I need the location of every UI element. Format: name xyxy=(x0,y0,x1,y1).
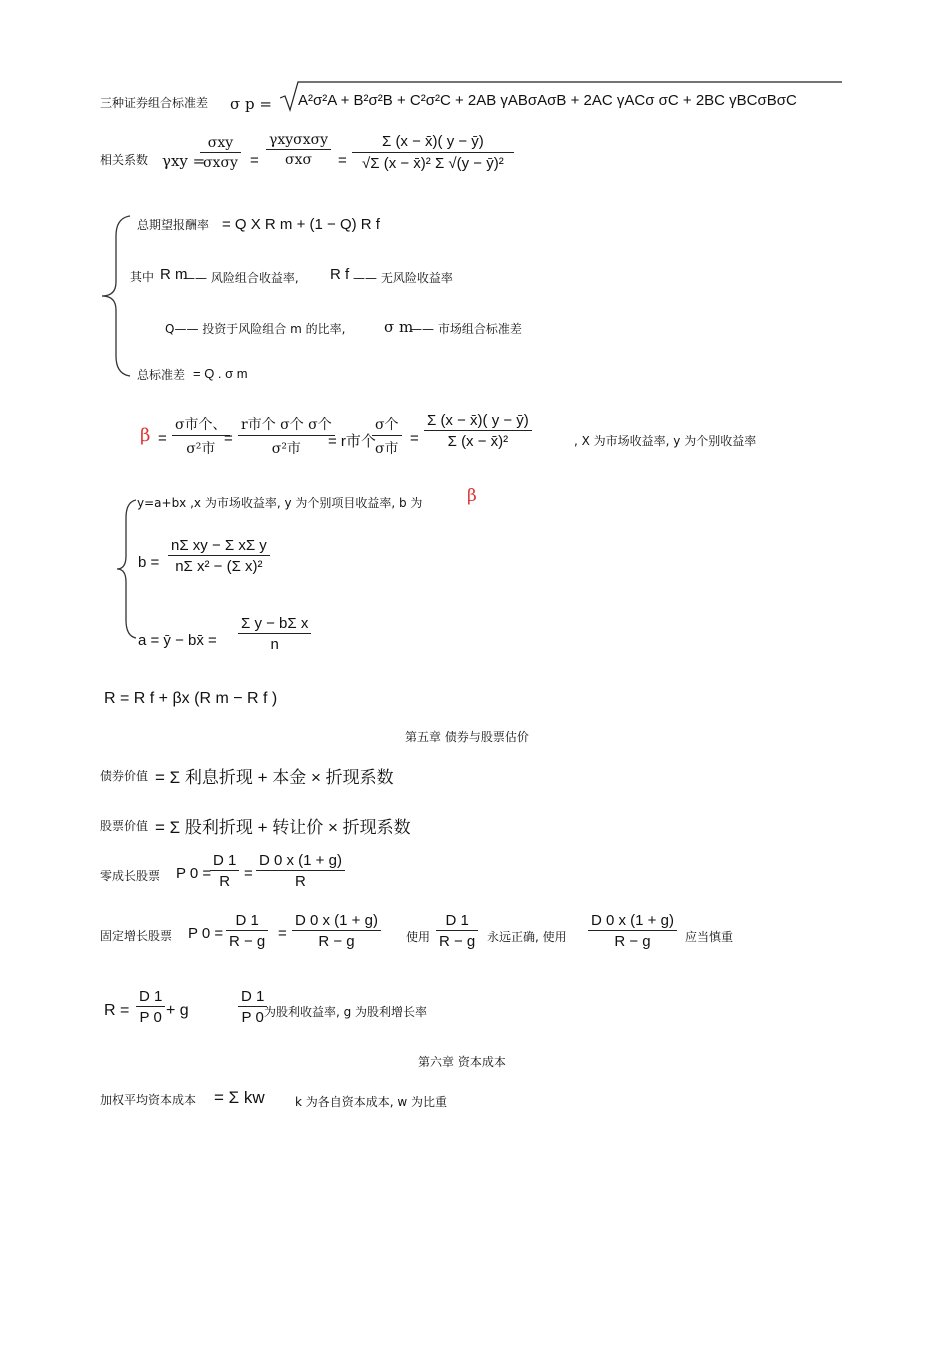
corr-f3-num: Σ (x − x̄)( y − ȳ) xyxy=(382,133,484,150)
zero-f1-num: D 1 xyxy=(213,852,237,869)
r-note-den: P 0 xyxy=(238,1006,267,1026)
wacc-label: 加权平均资本成本 xyxy=(100,1093,197,1107)
b-num: nΣ xy − Σ xΣ y xyxy=(171,537,267,554)
wacc-formula: = Σ kw xyxy=(214,1088,265,1107)
r-frac xyxy=(136,988,165,1026)
wacc-note: k 为各自资本成本, w 为比重 xyxy=(295,1095,448,1109)
corr-f2-num: γxyσxσy xyxy=(269,132,329,148)
growth-frac-2 xyxy=(292,912,381,950)
sd3-lhs: σ p = xyxy=(230,95,272,113)
eq-sign: = xyxy=(224,430,233,447)
r-note-num: D 1 xyxy=(241,988,265,1005)
stock-formula: = Σ 股利折现 + 转让价 × 折现系数 xyxy=(155,818,411,837)
eq-sign: = xyxy=(244,865,253,882)
a-lhs: a = ȳ − bx̄ = xyxy=(138,632,217,649)
eq-sign: = xyxy=(338,152,347,169)
sm-symbol: σ m xyxy=(384,318,414,336)
beta-f3-den: σ市 xyxy=(372,435,402,458)
beta-f1-num: σ市个、 xyxy=(175,417,227,433)
r-note: 为股利收益率, g 为股利增长率 xyxy=(264,1005,428,1019)
use1-num: D 1 xyxy=(445,912,469,929)
a-den: n xyxy=(238,633,311,653)
rf-symbol: R f xyxy=(330,266,350,283)
regression-line: y=a+bx ,x 为市场收益率, y 为个别项目收益率, b 为 xyxy=(137,496,423,510)
where-label: 其中 xyxy=(130,270,155,284)
growth-f1-den: R − g xyxy=(226,930,268,950)
brace-icon xyxy=(114,496,140,647)
corr-label: 相关系数 xyxy=(100,153,149,167)
beta-f3-prefix: = r市个 xyxy=(328,433,376,450)
beta-f3-num: σ个 xyxy=(375,417,399,433)
growth-label: 固定增长股票 xyxy=(100,929,173,943)
chapter5-title: 第五章 债券与股票估价 xyxy=(405,730,529,744)
eq-sign: = xyxy=(250,152,259,169)
always-correct: 永远正确, 使用 xyxy=(487,930,567,944)
sm-desc: —— 市场组合标准差 xyxy=(410,322,522,336)
sd3-label: 三种证券组合标准差 xyxy=(100,96,209,110)
b-lhs: b = xyxy=(138,554,160,571)
zero-frac-2 xyxy=(256,852,345,890)
corr-frac-2 xyxy=(266,132,331,168)
eq-sign: = xyxy=(278,925,287,942)
r-num: D 1 xyxy=(139,988,163,1005)
b-den: nΣ x² − (Σ x)² xyxy=(168,555,270,575)
bond-label: 债券价值 xyxy=(100,769,149,783)
rf-desc: —— 无风险收益率 xyxy=(353,271,453,285)
growth-lhs: P 0 = xyxy=(188,925,224,942)
beta-f2-den: σ²市 xyxy=(238,435,335,458)
r-note-frac xyxy=(238,988,267,1026)
chapter6-title: 第六章 资本成本 xyxy=(418,1055,506,1069)
growth-f2-den: R − g xyxy=(292,930,381,950)
corr-f1-den: σxσy xyxy=(200,152,241,171)
regression-beta: β xyxy=(467,486,477,506)
use2-num: D 0 x (1 + g) xyxy=(591,912,674,929)
a-frac xyxy=(238,615,311,653)
a-num: Σ y − bΣ x xyxy=(241,615,309,632)
total-sd-label: 总标准差 xyxy=(137,368,186,382)
beta-f4-num: Σ (x − x̄)( y − ȳ) xyxy=(427,412,529,429)
careful-label: 应当慎重 xyxy=(685,930,734,944)
zero-lhs: P 0 = xyxy=(176,865,212,882)
zero-frac-1 xyxy=(210,852,239,890)
corr-frac-3 xyxy=(352,133,514,172)
q-desc: Q—— 投资于风险组合 m 的比率, xyxy=(165,322,346,336)
beta-frac-4 xyxy=(424,412,532,450)
zero-label: 零成长股票 xyxy=(100,869,161,883)
beta-frac-1 xyxy=(172,414,230,458)
stock-label: 股票价值 xyxy=(100,819,149,833)
growth-f1-num: D 1 xyxy=(235,912,259,929)
use2-frac xyxy=(588,912,677,950)
beta-f1-den: σ²市 xyxy=(172,435,230,458)
beta-frac-2 xyxy=(238,414,335,458)
beta-symbol: β xyxy=(140,425,151,446)
growth-f2-num: D 0 x (1 + g) xyxy=(295,912,378,929)
use1-den: R − g xyxy=(436,930,478,950)
beta-note: , X 为市场收益率, y 为个别收益率 xyxy=(574,434,757,448)
corr-frac-1 xyxy=(200,135,241,171)
corr-lhs: γxy = xyxy=(162,152,206,170)
expected-label: 总期望报酬率 xyxy=(137,218,210,232)
corr-f3-den: √Σ (x − x̄)² Σ √(y − ȳ)² xyxy=(352,152,514,172)
sd3-rhs: A²σ²A + B²σ²B + C²σ²C + 2AB γABσAσB + 2AC γACσ σC + 2BC γBCσBσC xyxy=(298,92,797,109)
use2-den: R − g xyxy=(588,930,677,950)
corr-f2-den: σxσ xyxy=(266,149,331,168)
r-den: P 0 xyxy=(136,1006,165,1026)
use1-frac xyxy=(436,912,478,950)
rm-desc: —— 风险组合收益率, xyxy=(183,271,299,285)
total-sd-formula: = Q . σ m xyxy=(193,366,248,381)
beta-f2-num: r市个 σ个 σ个 xyxy=(241,417,332,433)
eq-sign: = xyxy=(410,430,419,447)
zero-f2-den: R xyxy=(256,870,345,890)
corr-f1-num: σxy xyxy=(207,135,234,151)
rm-symbol: R m xyxy=(160,266,188,283)
zero-f2-num: D 0 x (1 + g) xyxy=(259,852,342,869)
eq-sign: = xyxy=(158,430,167,447)
r-lhs: R = xyxy=(104,1002,130,1019)
expected-formula: = Q X R m + (1 − Q) R f xyxy=(222,216,380,233)
growth-frac-1 xyxy=(226,912,268,950)
bond-formula: = Σ 利息折现 + 本金 × 折现系数 xyxy=(155,768,394,787)
beta-f4-den: Σ (x − x̄)² xyxy=(424,430,532,450)
use-label: 使用 xyxy=(406,930,431,944)
r-plus: + g xyxy=(166,1002,189,1019)
brace-icon xyxy=(98,212,134,385)
capm-line: R = R f + βx (R m − R f ) xyxy=(104,690,278,707)
b-frac xyxy=(168,537,270,575)
zero-f1-den: R xyxy=(210,870,239,890)
beta-frac-3 xyxy=(372,414,402,458)
